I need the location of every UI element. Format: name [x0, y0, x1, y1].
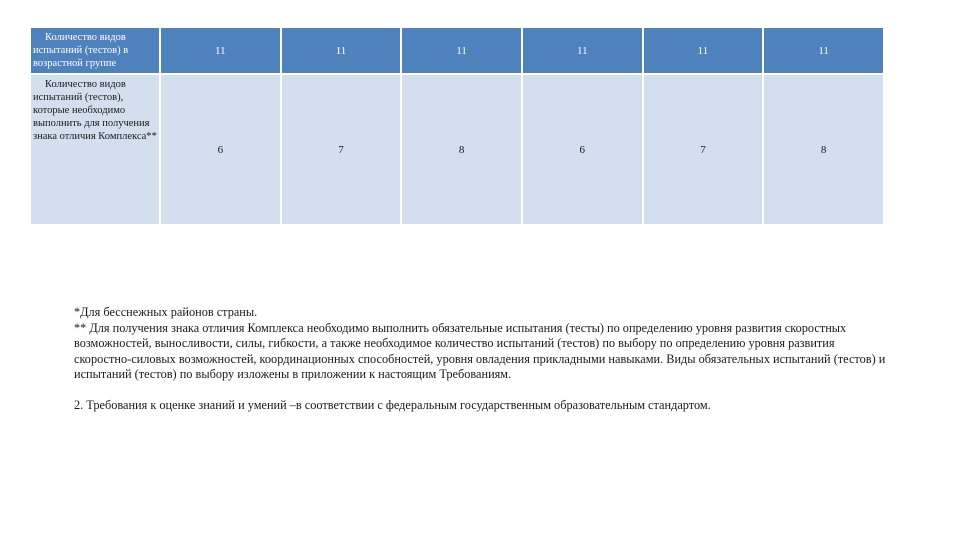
- footnote-snowless: *Для бесснежных районов страны.: [74, 305, 258, 319]
- table-cell: 11: [523, 28, 642, 73]
- table-cell: 7: [644, 75, 763, 224]
- table-cell: 11: [282, 28, 401, 73]
- notes-section: [74, 305, 894, 414]
- row-label-total-tests: Количество видов испытаний (тестов) в возрастной группе: [31, 28, 159, 73]
- table-cell: 11: [161, 28, 280, 73]
- table-cell: 11: [402, 28, 521, 73]
- table-row-total-tests: [31, 28, 883, 73]
- footnote-badge-requirements: ** Для получения знака отличия Комплекса необходимо выполнить обязательные испытания (тесты) по определению уровня развития скоростных возможностей, выносливости, силы, гибкости, а также необходимое количество испытаний (тестов) по выбору по определению уровня развития скоростно-силовых возможностей, координационных способностей, уровня овладения прикладными навыками. Виды обязательных испытаний (тестов) и испытаний (тестов) по выбору изложены в приложении к настоящим Требованиям.: [74, 320, 886, 382]
- row-label-required-tests: Количество видов испытаний (тестов), которые необходимо выполнить для получения знака отличия Комплекса**: [31, 75, 159, 224]
- paragraph-gap: [74, 383, 894, 398]
- table-cell: 11: [644, 28, 763, 73]
- table-cell: 6: [523, 75, 642, 224]
- requirements-item-2: 2. Требования к оценке знаний и умений –в соответствии с федеральным государственным образовательным стандартом.: [74, 397, 711, 412]
- requirements-table-container: [31, 28, 887, 224]
- table-cell: 8: [402, 75, 521, 224]
- table-cell: 8: [764, 75, 883, 224]
- table-cell: 6: [161, 75, 280, 224]
- table-cell: 11: [764, 28, 883, 73]
- requirements-table: [29, 26, 885, 226]
- table-cell: 7: [282, 75, 401, 224]
- table-row-required-tests: [31, 75, 883, 224]
